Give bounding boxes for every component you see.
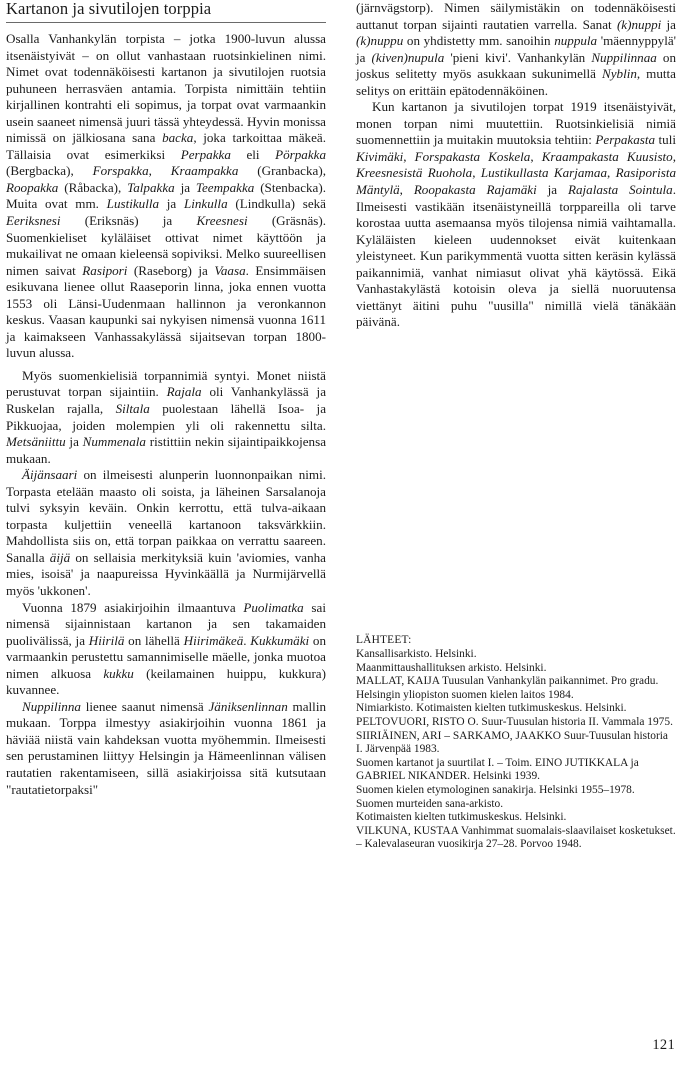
right-column bbox=[356, 0, 676, 331]
paragraph: Vuonna 1879 asiakirjoihin ilmaantuva Puolimatka sai nimensä sijainnistaan kartanon ja sen takamaiden puolivälissä, ja Hiirilä on lähellä Hiirimäkeä. Kukkumäki on varmaankin perustettu samannimiselle mäelle, jonka muotoa nimen alkuosa kukku (keilamainen huippu, kukkura) kuvannee. bbox=[6, 599, 327, 698]
reference-item: Maanmittaushallituksen arkisto. Helsinki. bbox=[356, 661, 547, 674]
reference-item: PELTOVUORI, RISTO O. Suur-Tuusulan historia II. Vammala 1975. bbox=[356, 715, 673, 728]
reference-item: VILKUNA, KUSTAA Vanhimmat suomalais-slaavilaiset kosketukset. – Kalevalaseuran vuosikirja 27–28. Porvoo 1948. bbox=[356, 824, 676, 851]
reference-item: Suomen kartanot ja suurtilat I. – Toim. EINO JUTIKKALA ja GABRIEL NIKANDER. Helsinki 1939. bbox=[356, 756, 639, 783]
paragraph: Osalla Vanhankylän torpista – jotka 1900-luvun alussa itsenäistyivät – on ollut vanhastaan ruotsinkielinen nimi. Nimet ovat todennäköisesti kartanon ja sivutilojen ruotsia puhuneen herrasväen antamia. Torpista nimittäin tehtiin kirjallinen kontrahti eli sopimus, ja torpat ovat varmaankin usein saaneet nimensä juuri tässä yhteydessä. Hyvin monissa nimissä on jälkiosana sana backa, joka tarkoittaa mäkeä. Tällaisia ovat esimerkiksi Perpakka eli Pörpakka (Bergbacka), Forspakka, Kraampakka (Granbacka), Roopakka (Råbacka), Talpakka ja Teempakka (Stenbacka). Muita ovat mm. Lustikulla ja Linkulla (Lindkulla) sekä Eeriksnesi (Eriksnäs) ja Kreesnesi (Gräsnäs). Suomenkieliset kyläläiset ottivat nimet käyttöön ja mukailivat ne omaan kieleensä sopiviksi. Melko suureellisen nimen saivat Rasipori (Raseborg) ja Vaasa. Ensimmäisen esikuvana lienee ollut Raaseporin linna, joka ennen vuotta 1553 oli Länsi-Uudenmaan hallinnon ja veronkannon keskus. Vaasan kaupunki sai nykyisen nimensä vuonna 1611 ja kaimakseen Vanhassakylässä sijaitsevan torpan 1800-luvun alussa. bbox=[6, 30, 327, 361]
references-list bbox=[356, 648, 676, 852]
references-section bbox=[356, 633, 676, 852]
page-title: Kartanon ja sivutilojen torppia bbox=[6, 0, 326, 23]
references-heading: LÄHTEET: bbox=[356, 634, 412, 646]
reference-item: Nimiarkisto. Kotimaisten kielten tutkimuskeskus. Helsinki. bbox=[356, 702, 627, 715]
paragraph: Nuppilinna lienee saanut nimensä Jäniksenlinnan mallin mukaan. Torppa ilmestyy asiakirjoihin vuonna 1861 ja häviää niistä vain kahdeksan vuotta myöhemmin. Ilmeisesti sen perustaminen liittyy Helsingin ja Hämeenlinnan välisen rautatien rakentamiseen, sillä asiakirjoissa sitä kutsutaan "rautatietorpaksi" bbox=[6, 698, 327, 797]
reference-item: Suomen murteiden sana-arkisto. bbox=[356, 797, 504, 810]
left-column bbox=[6, 0, 326, 798]
reference-item: MALLAT, KAIJA Tuusulan Vanhankylän paikannimet. Pro gradu. Helsingin yliopiston suomen kielen laitos 1984. bbox=[356, 675, 659, 701]
paragraph: Äijänsaari on ilmeisesti alunperin luonnonpaikan nimi. Torpasta etelään maasto oli soista, ja läheinen Sarsalanoja tulvi syksyin keväin. Onkin kerrottu, että tulva-aikaan torpasta kuljettiin veneellä kartanoon taksvärkkiin. Mahdollista siis on, että torpan paikkaa on verrattu saareen. Sanalla äijä on sellaisia merkityksiä kuin 'aviomies, vanha mies, isoisä' ja naapureissa Hyvinkäällä ja Nurmijärvellä myös 'ukkonen'. bbox=[6, 467, 326, 599]
reference-item: Suomen kielen etymologinen sanakirja. Helsinki 1955–1978. bbox=[356, 783, 635, 796]
reference-item: SIIRIÄINEN, ARI – SARKAMO, JAAKKO Suur-Tuusulan historia I. Järvenpää 1983. bbox=[356, 729, 668, 756]
reference-item: Kansallisarkisto. Helsinki. bbox=[356, 648, 477, 660]
paragraph: Kun kartanon ja sivutilojen torpat 1919 itsenäistyivät, monen torpan nimi muutettiin. Ruotsinkielisiä nimiä suomennettiin ja muitakin muutoksia tehtiin: Perpakasta tuli Kivimäki, Forspakasta Koskela, Kraampakasta Kuusisto, Kreesnesistä Ruohola, Lustikullasta Karjamaa, Rasiporista Mäntylä, Roopakasta Rajamäki ja Rajalasta Sointula. Ilmeisesti vastikään itsenäistyneillä torppareilla oli tarve korostaa uutta asemaansa myös tilojensa nimiä vaihtamalla. Kyläläisten kieleen uudennokset eivät kuitenkaan yleistyneet. Kun parikymmentä vuotta sitten keräsin kylässä paikannimiä, vanhat nimiasut olivat yhä käytössä. Eikä Vanhastakylästä kotoisin oleva ja siellä nuoruutensa viettänyt äitini puhu "uusilla" nimillä vielä tänäkään päivänä. bbox=[356, 99, 677, 330]
reference-item: Kotimaisten kielten tutkimuskeskus. Helsinki. bbox=[356, 811, 567, 824]
paragraph: Myös suomenkielisiä torpannimiä syntyi. Monet niistä perustuvat torpan sijaintiin. Rajala oli Vanhankylässä ja Ruskelan rajalla, Siltala puolestaan lähellä Isoa- ja Pikkuojaa, joiden molempien yli oli rakennettu silta. Metsäniittu ja Nummenala ristittiin nekin sijaintipaikkojensa mukaan. bbox=[6, 367, 327, 466]
page-number: 121 bbox=[652, 1037, 675, 1053]
paragraph: (järnvägstorp). Nimen säilymistäkin on todennäköisesti auttanut torpan sijainti rautatien varrella. Sanat (k)nuppi ja (k)nuppu on yhdistetty mm. sanoihin nuppula 'mäennyppylä' ja (kiven)nupula 'pieni kivi'. Vanhankylän Nuppilinnaa on joskus selitetty myös asukkaan sukunimellä Nyblin, mutta selitys on erittäin epätodennäköinen. bbox=[356, 0, 676, 98]
